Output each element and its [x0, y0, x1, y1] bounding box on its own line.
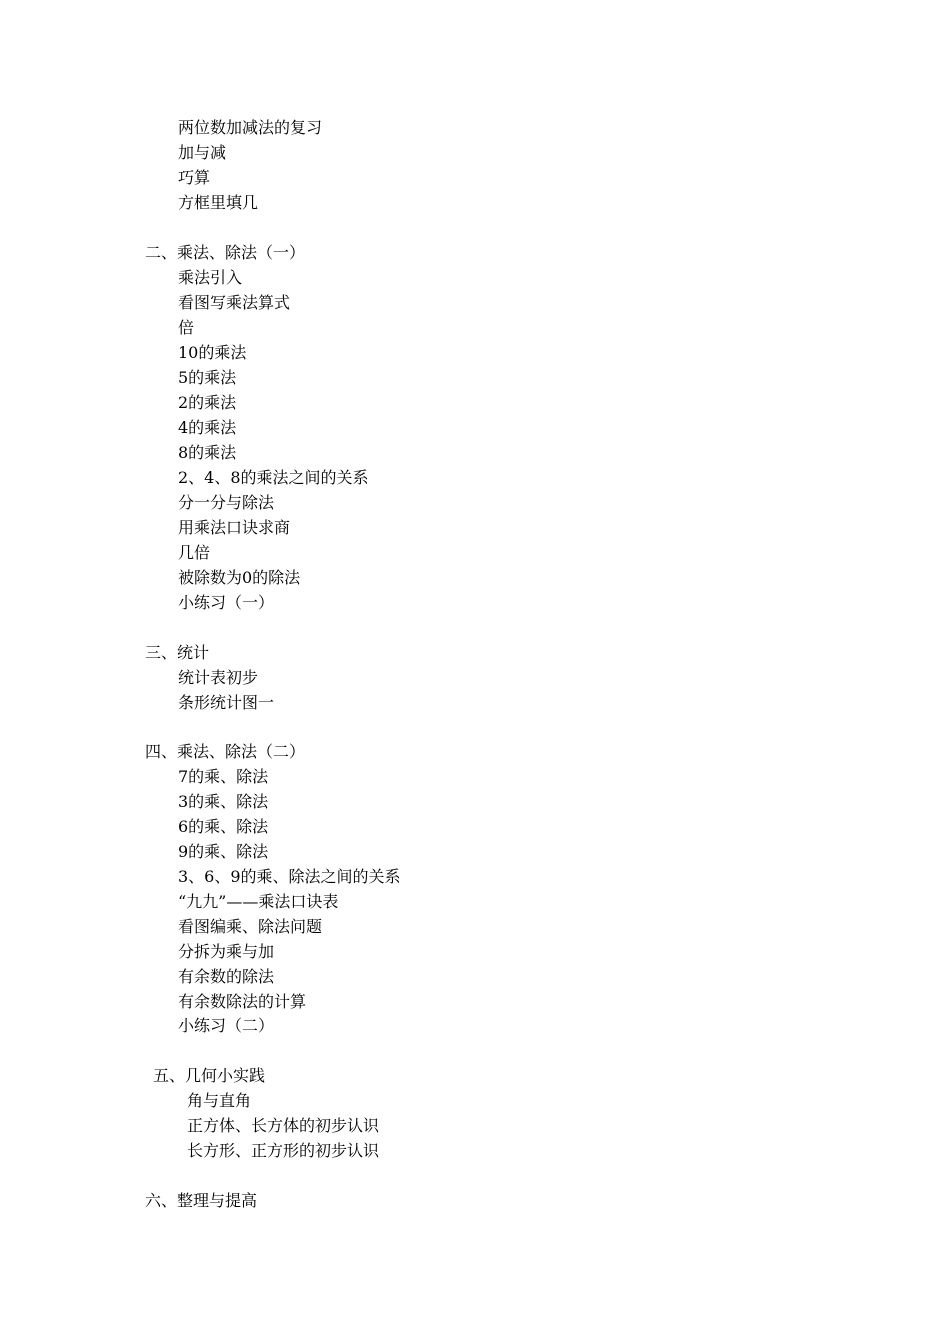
section-heading: 二、乘法、除法（一）: [145, 243, 306, 262]
section-heading: 六、整理与提高: [145, 1191, 258, 1210]
toc-item: 角与直角: [187, 1091, 252, 1110]
toc-item: 有余数除法的计算: [178, 992, 307, 1011]
toc-item: 巧算: [178, 168, 211, 187]
toc-item: 9的乘、除法: [178, 842, 269, 861]
toc-item: 用乘法口诀求商: [178, 518, 291, 537]
toc-item: 小练习（一）: [178, 593, 275, 612]
toc-item: 10的乘法: [178, 343, 247, 362]
toc-item: 被除数为0的除法: [178, 568, 301, 587]
toc-item: 2、4、8的乘法之间的关系: [178, 468, 369, 487]
toc-item: 乘法引入: [178, 268, 243, 287]
toc-item: 看图写乘法算式: [178, 293, 291, 312]
toc-item: 6的乘、除法: [178, 817, 269, 836]
toc-item: 3、6、9的乘、除法之间的关系: [178, 867, 401, 886]
toc-item: 分一分与除法: [178, 493, 275, 512]
section-heading: 三、统计: [145, 643, 210, 662]
toc-item: 几倍: [178, 543, 211, 562]
toc-item: 2的乘法: [178, 393, 237, 412]
toc-item: 两位数加减法的复习: [178, 118, 323, 137]
toc-item: 方框里填几: [178, 193, 259, 212]
section-heading: 五、几何小实践: [153, 1066, 266, 1085]
toc-item: 统计表初步: [178, 668, 259, 687]
toc-item: 小练习（二）: [178, 1016, 275, 1035]
toc-item: 正方体、长方体的初步认识: [187, 1116, 380, 1135]
toc-item: 3的乘、除法: [178, 792, 269, 811]
toc-item: 有余数的除法: [178, 967, 275, 986]
toc-item: 长方形、正方形的初步认识: [187, 1141, 380, 1160]
toc-item: “九九”——乘法口诀表: [178, 892, 339, 911]
toc-item: 看图编乘、除法问题: [178, 917, 323, 936]
toc-item: 倍: [178, 318, 195, 337]
toc-item: 条形统计图一: [178, 693, 275, 712]
toc-item: 4的乘法: [178, 418, 237, 437]
section-heading: 四、乘法、除法（二）: [145, 742, 306, 761]
toc-item: 8的乘法: [178, 443, 237, 462]
toc-item: 分拆为乘与加: [178, 942, 275, 961]
toc-item: 加与减: [178, 143, 227, 162]
toc-item: 5的乘法: [178, 368, 237, 387]
toc-item: 7的乘、除法: [178, 767, 269, 786]
